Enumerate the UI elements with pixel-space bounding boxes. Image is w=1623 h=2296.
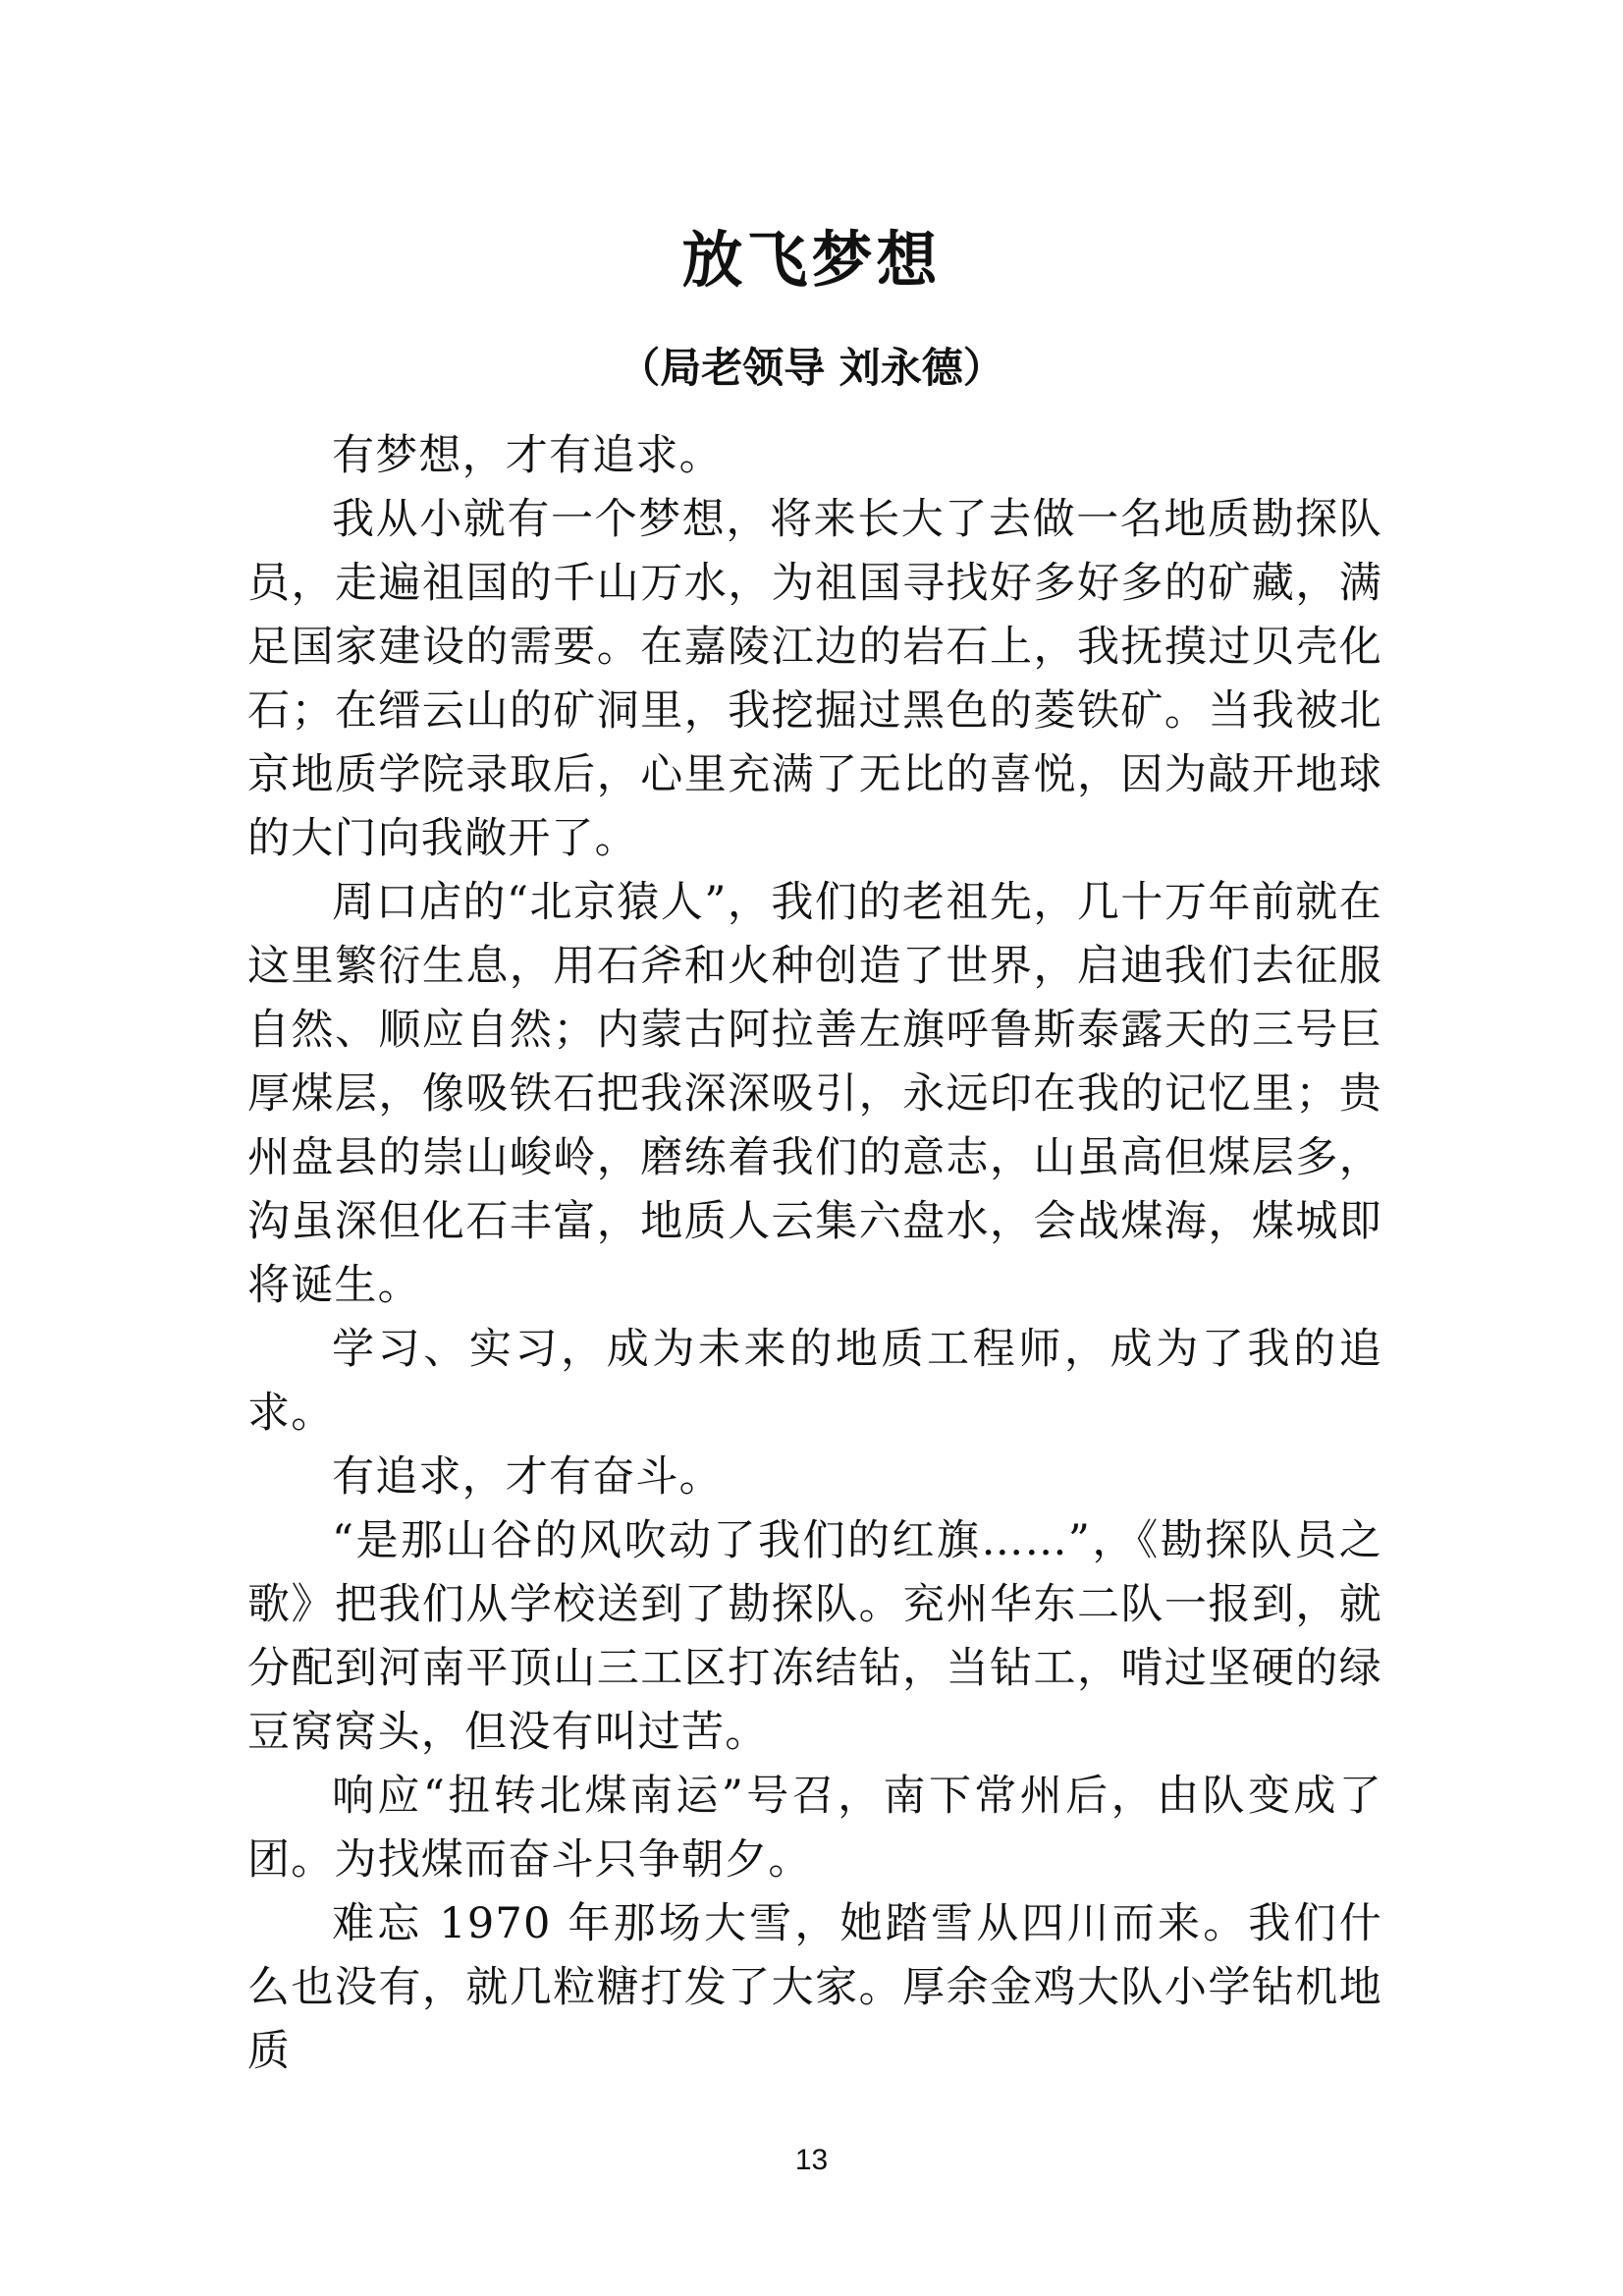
paragraph: 有梦想，才有追求。 (332, 431, 723, 480)
article-body (247, 424, 1382, 2084)
page-number: 13 (794, 2144, 829, 2176)
paragraph: “是那山谷的风吹动了我们的红旗……”，《勘探队员之歌》把我们从学校送到了勘探队。兖州华东二队一报到，就分配到河南平顶山三工区打冻结钻，当钻工，啃过坚硬的绿豆窝窝头，但没有叫过苦。 (247, 1516, 1382, 1757)
paragraph: 难忘 1970 年那场大雪，她踏雪从四川而来。我们什么也没有，就几粒糖打发了大家。厚余金鸡大队小学钻机地质 (247, 1899, 1382, 2076)
author-byline: （局老领导 刘永德） (619, 344, 1004, 392)
paragraph: 学习、实习，成为未来的地质工程师，成为了我的追求。 (247, 1325, 1382, 1438)
paragraph: 响应“扭转北煤南运”号召，南下常州后，由队变成了团。为找煤而奋斗只争朝夕。 (247, 1772, 1382, 1885)
paragraph: 我从小就有一个梦想，将来长大了去做一名地质勘探队员，走遍祖国的千山万水，为祖国寻找好多好多的矿藏，满足国家建设的需要。在嘉陵江边的岩石上，我抚摸过贝壳化石；在缙云山的矿洞里，我挖掘过黑色的菱铁矿。当我被北京地质学院录取后，心里充满了无比的喜悦，因为敲开地球的大门向我敞开了。 (247, 495, 1382, 863)
paragraph: 有追求，才有奋斗。 (332, 1452, 723, 1502)
paragraph: 周口店的“北京猿人”，我们的老祖先，几十万年前就在这里繁衍生息，用石斧和火种创造了世界，启迪我们去征服自然、顺应自然；内蒙古阿拉善左旗呼鲁斯泰露天的三号巨厚煤层，像吸铁石把我深深吸引，永远印在我的记忆里；贵州盘县的崇山峻岭，磨练着我们的意志，山虽高但煤层多，沟虽深但化石丰富，地质人云集六盘水，会战煤海，煤城即将诞生。 (247, 878, 1382, 1310)
article-title: 放飞梦想 (681, 224, 942, 296)
